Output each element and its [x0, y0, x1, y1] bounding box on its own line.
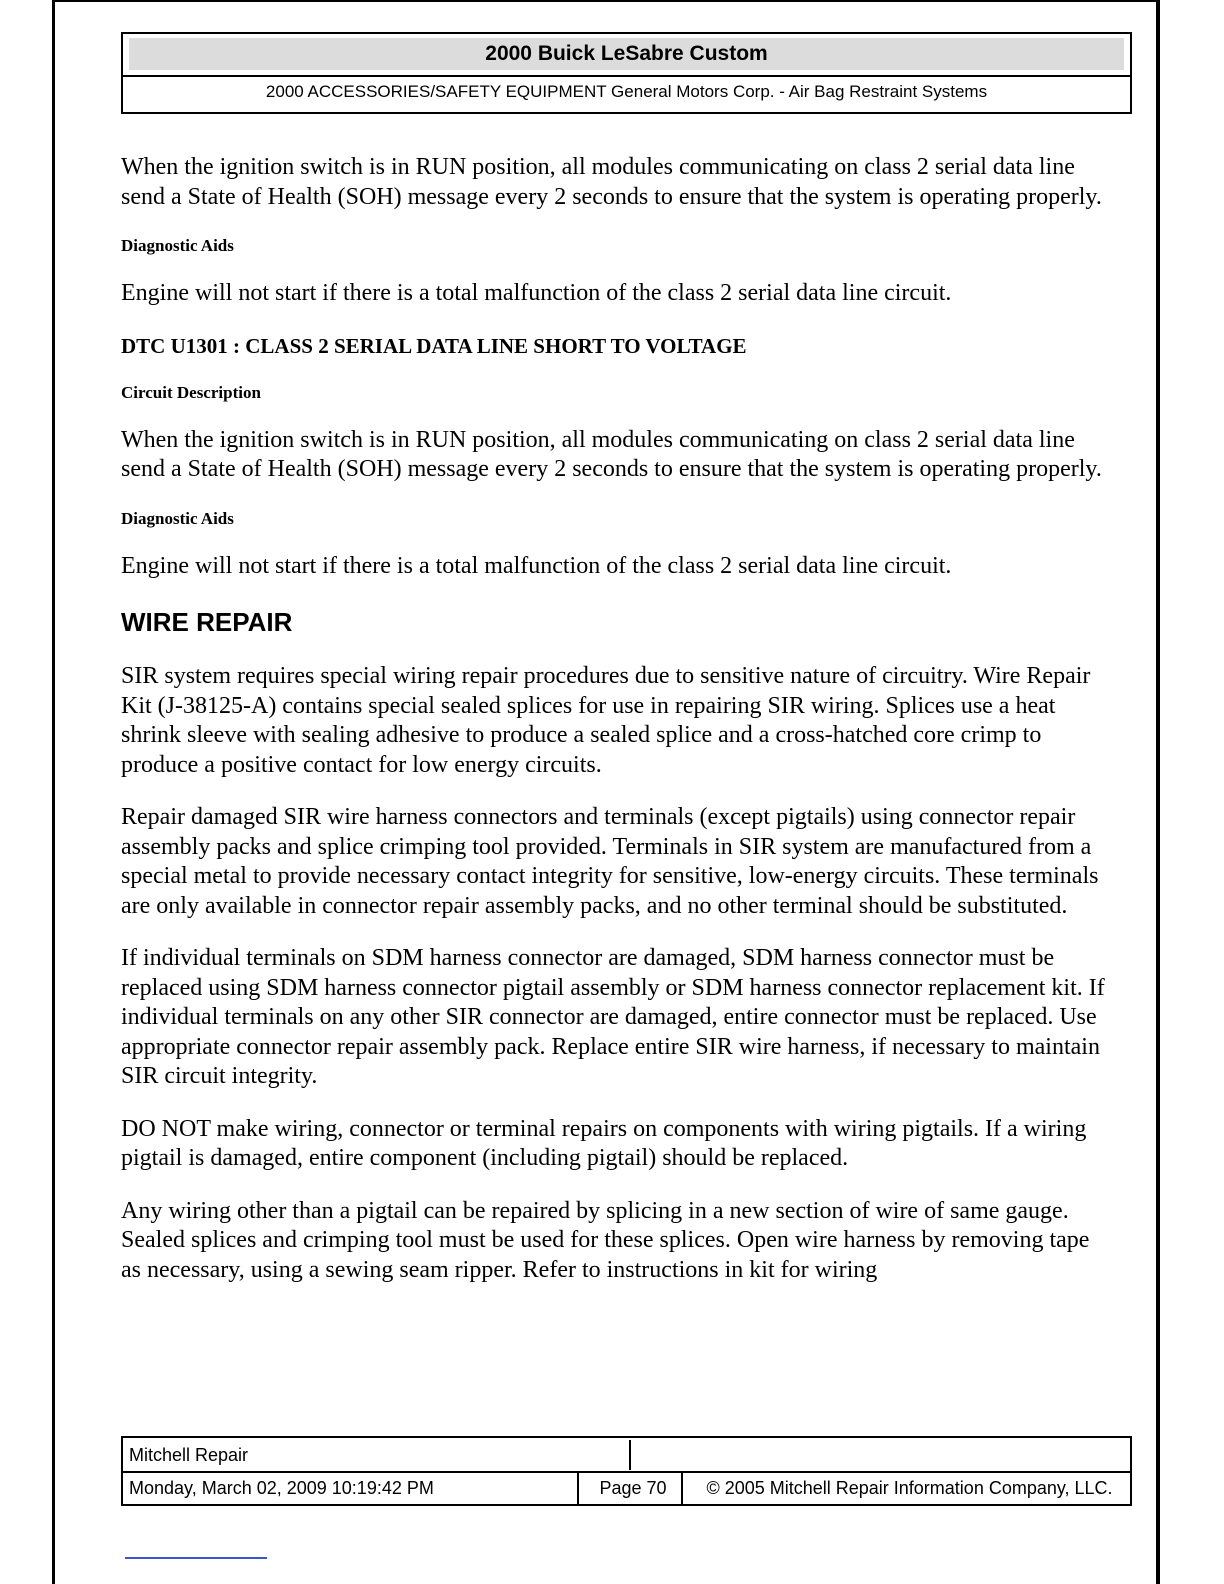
dtc-heading: DTC U1301 : CLASS 2 SERIAL DATA LINE SHORT TO VOLTAGE: [121, 333, 747, 358]
footer-page-number: Page 70: [577, 1473, 681, 1504]
page-frame-left: [52, 0, 55, 1584]
footer-copyright: © 2005 Mitchell Repair Information Company, LLC.: [681, 1473, 1130, 1504]
subheading-circuit-description: Circuit Description: [121, 382, 261, 402]
paragraph: If individual terminals on SDM harness connector are damaged, SDM harness connector must be replaced using SDM harness connector pigtail assembly or SDM harness connector replacement kit. If individual terminals on any other SIR connector are damaged, entire connector must be replaced. Use appropriate connector repair assembly pack. Replace entire SIR wire harness, if necessary to maintain SIR circuit integrity.: [121, 945, 1105, 1089]
paragraph: Any wiring other than a pigtail can be repaired by splicing in a new section of wire of same gauge. Sealed splices and crimping tool must be used for these splices. Open wire harness by removing tape as necessary, using a sewing seam ripper. Refer to instructions in kit for wiring: [121, 1197, 1090, 1283]
paragraph: When the ignition switch is in RUN position, all modules communicating on class 2 serial data line send a State of Health (SOH) message every 2 seconds to ensure that the system is operating properly.: [121, 154, 1102, 210]
subheading-diagnostic-aids: Diagnostic Aids: [121, 236, 234, 255]
footer-brand: Mitchell Repair: [129, 1445, 249, 1465]
paragraph: When the ignition switch is in RUN position, all modules communicating on class 2 serial data line send a State of Health (SOH) message every 2 seconds to ensure that the system is operating properly.: [121, 426, 1102, 482]
paragraph: Engine will not start if there is a total malfunction of the class 2 serial data line circuit.: [121, 280, 952, 306]
paragraph: Repair damaged SIR wire harness connectors and terminals (except pigtails) using connector repair assembly packs and splice crimping tool provided. Terminals in SIR system are manufactured from a special metal to provide necessary contact integrity for sensitive, low-energy circuits. These terminals are only available in connector repair assembly packs, and no other terminal should be substituted.: [121, 804, 1099, 919]
footer-date: Monday, March 02, 2009 10:19:42 PM: [129, 1478, 434, 1498]
header-divider: [123, 75, 1130, 77]
page-frame-right: [1156, 0, 1160, 1584]
subheading-diagnostic-aids: Diagnostic Aids: [121, 508, 234, 528]
footer-empty-cell: [629, 1440, 1128, 1470]
document-footer: [121, 1436, 1132, 1506]
document-header: [121, 32, 1132, 114]
link-underline[interactable]: [125, 1557, 267, 1559]
paragraph: DO NOT make wiring, connector or terminal repairs on components with wiring pigtails. If a wiring pigtail is damaged, entire component (including pigtail) should be replaced.: [121, 1115, 1087, 1171]
paragraph: Engine will not start if there is a total malfunction of the class 2 serial data line circuit.: [121, 552, 952, 579]
paragraph: SIR system requires special wiring repair procedures due to sensitive nature of circuitry. Wire Repair Kit (J-38125-A) contains special sealed splices for use in repairing SIR wiring. Splices use a heat shrink sleeve with sealing adhesive to produce a sealed splice and a cross-hatched core crimp to produce a positive contact for low energy circuits.: [121, 663, 1091, 778]
page-frame-top: [52, 0, 1160, 2]
section-heading-wire-repair: WIRE REPAIR: [121, 607, 293, 637]
document-body: [121, 153, 1111, 1308]
section-subtitle: 2000 ACCESSORIES/SAFETY EQUIPMENT General Motors Corp. - Air Bag Restraint Systems: [265, 82, 988, 101]
vehicle-title: 2000 Buick LeSabre Custom: [129, 38, 1124, 70]
